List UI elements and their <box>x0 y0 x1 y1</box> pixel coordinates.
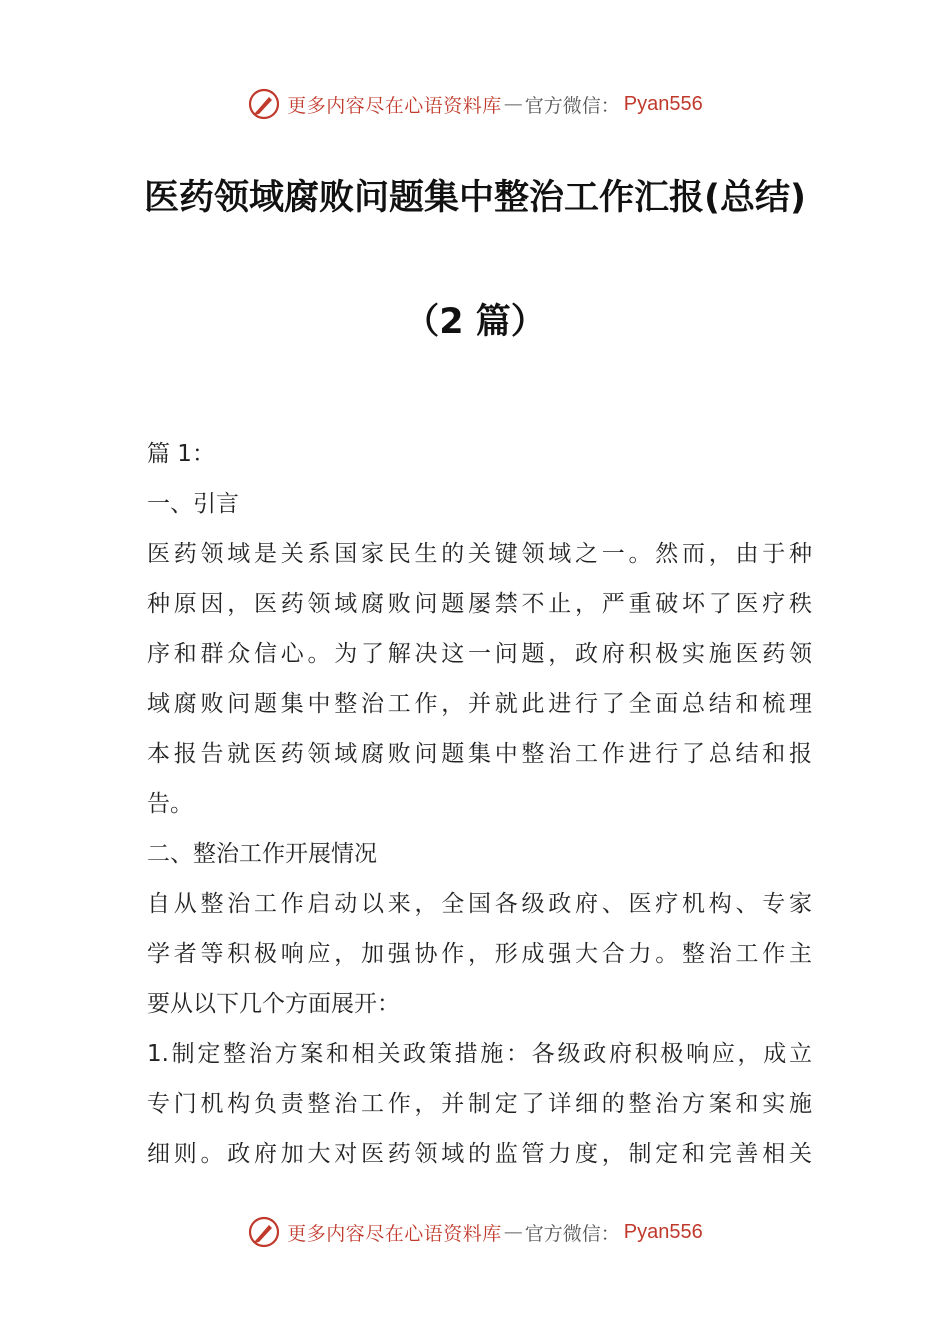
document-title: 医药领域腐败问题集中整治工作汇报(总结) <box>144 178 806 218</box>
watermark-text: 更多内容尽在心语资料库 <box>287 1222 502 1245</box>
header-watermark <box>0 82 950 126</box>
footer-watermark <box>0 1210 950 1254</box>
watermark-separator: — <box>503 93 523 115</box>
document-body <box>147 433 812 1183</box>
document-subtitle: （2 篇） <box>404 302 546 342</box>
watermark-separator: — <box>503 1221 523 1243</box>
heading-introduction: 一、引言 <box>147 491 239 517</box>
watermark-wechat-label: 官方微信： <box>524 94 620 117</box>
paragraph-line: 序和群众信心。为了解决这一问题，政府积极实施医药领 <box>147 641 812 667</box>
paragraph-line: 种原因，医药领域腐败问题屡禁不止，严重破坏了医疗秩 <box>147 591 812 617</box>
paragraph-line: 自从整治工作启动以来，全国各级政府、医疗机构、专家 <box>147 891 812 917</box>
list-item-line: 1.制定整治方案和相关政策措施：各级政府积极响应，成立 <box>147 1041 812 1067</box>
paragraph-line: 学者等积极响应，加强协作，形成强大合力。整治工作主 <box>147 941 812 967</box>
section-label: 篇 1： <box>147 441 215 467</box>
watermark-text: 更多内容尽在心语资料库 <box>287 94 502 117</box>
watermark-wechat-label: 官方微信： <box>524 1222 620 1245</box>
watermark-wechat-id: Pyan556 <box>623 92 703 115</box>
heading-work-progress: 二、整治工作开展情况 <box>147 841 377 867</box>
paragraph-line: 告。 <box>147 791 193 817</box>
paragraph-line: 要从以下几个方面展开： <box>147 991 400 1017</box>
watermark-wechat-id: Pyan556 <box>623 1220 703 1243</box>
paragraph-line: 本报告就医药领域腐败问题集中整治工作进行了总结和报 <box>147 741 812 767</box>
paragraph-line: 域腐败问题集中整治工作，并就此进行了全面总结和梳理 <box>147 691 812 717</box>
paragraph-line: 医药领域是关系国家民生的关键领域之一。然而，由于种 <box>147 541 812 567</box>
paragraph-line: 细则。政府加大对医药领域的监管力度，制定和完善相关 <box>147 1141 812 1167</box>
pen-logo-icon <box>247 1215 281 1249</box>
pen-logo-icon <box>247 87 281 121</box>
paragraph-line: 专门机构负责整治工作，并制定了详细的整治方案和实施 <box>147 1091 812 1117</box>
